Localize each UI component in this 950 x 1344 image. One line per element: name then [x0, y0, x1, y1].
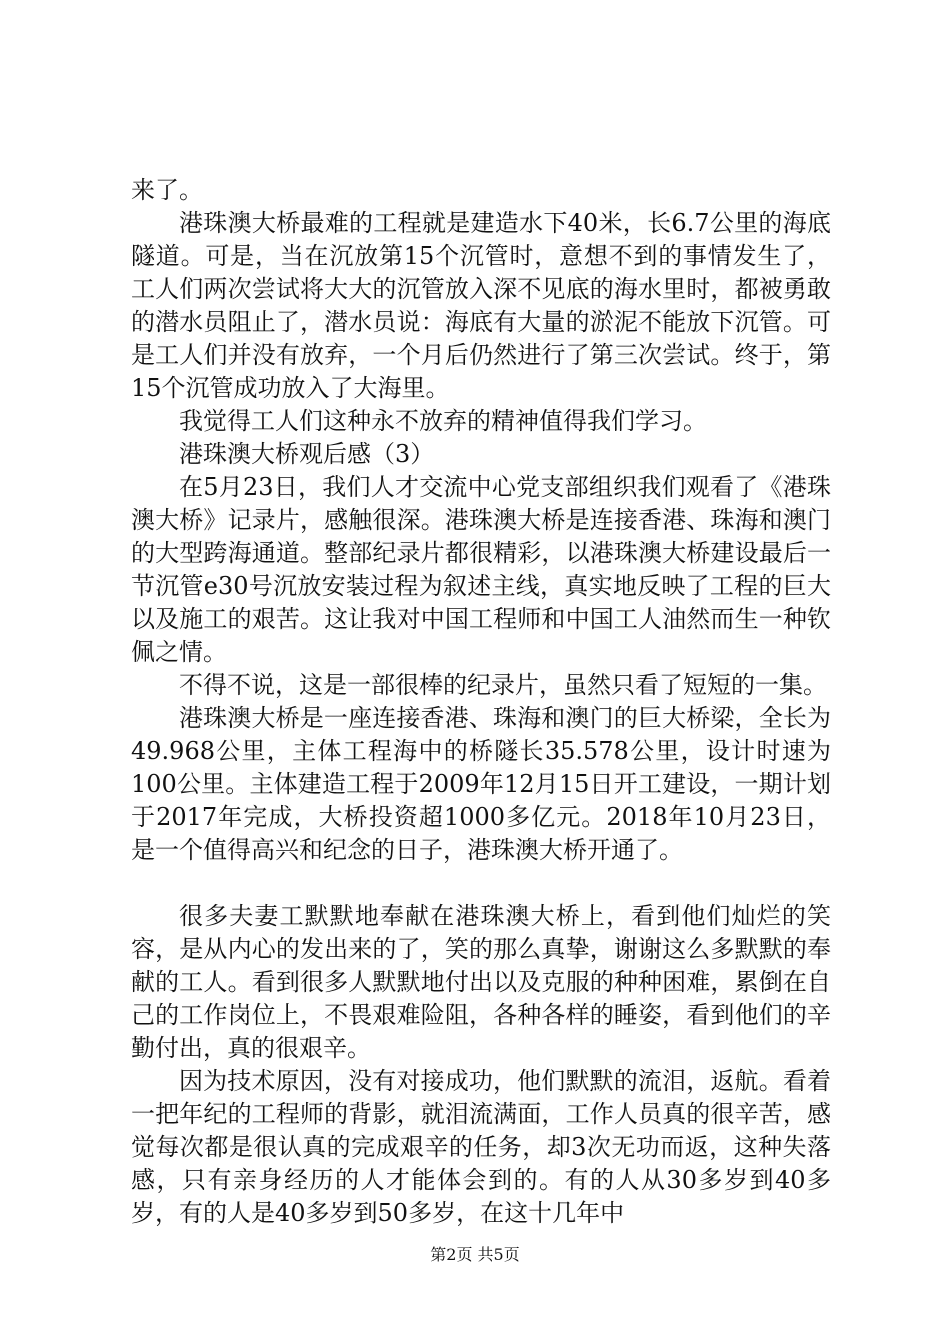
paragraph-technical: 因为技术原因，没有对接成功，他们默默的流泪，返航。看着一把年纪的工程师的背影，就泪流满面，工作人员真的很辛苦，感觉每次都是很认真的完成艰辛的任务，却3次无功而返，这种失落感，只有亲身经历的人才能体会到的。有的人从30多岁到40多岁，有的人是40多岁到50多岁，在这十几年中 [131, 1067, 831, 1227]
paragraph-workers: 很多夫妻工默默地奉献在港珠澳大桥上，看到他们灿烂的笑容，是从内心的发出来的了，笑的那么真挚，谢谢这么多默默的奉献的工人。看到很多人默默地付出以及克服的种种困难，累倒在自己的工作岗位上，不畏艰难险阻，各种各样的睡姿，看到他们的辛勤付出，真的很艰辛。 [131, 902, 831, 1062]
paragraph-documentary: 不得不说，这是一部很棒的纪录片，虽然只看了短短的一集。 [179, 671, 827, 699]
paragraph-spirit: 我觉得工人们这种永不放弃的精神值得我们学习。 [179, 407, 707, 435]
section-heading: 港珠澳大桥观后感（3） [179, 440, 435, 468]
paragraph-screening: 在5月23日，我们人才交流中心党支部组织我们观看了《港珠澳大桥》记录片，感触很深。港珠澳大桥是连接香港、珠海和澳门的大型跨海通道。整部纪录片都很精彩，以港珠澳大桥建设最后一节沉管e30号沉放安装过程为叙述主线，真实地反映了工程的巨大以及施工的艰苦。这让我对中国工程师和中国工人油然而生一种钦佩之情。 [131, 473, 831, 666]
paragraph-tunnel: 港珠澳大桥最难的工程就是建造水下40米，长6.7公里的海底隧道。可是，当在沉放第15个沉管时，意想不到的事情发生了，工人们两次尝试将大大的沉管放入深不见底的海水里时，都被勇敢的潜水员阻止了，潜水员说：海底有大量的淤泥不能放下沉管。可是工人们并没有放弃，一个月后仍然进行了第三次尝试。终于，第15个沉管成功放入了大海里。 [131, 209, 831, 402]
document-body [131, 174, 831, 1230]
paragraph-bridge-facts: 港珠澳大桥是一座连接香港、珠海和澳门的巨大桥梁，全长为49.968公里，主体工程海中的桥隧长35.578公里，设计时速为100公里。主体建造工程于2009年12月15日开工建设，一期计划于2017年完成，大桥投资超1000多亿元。2018年10月23日，是一个值得高兴和纪念的日子，港珠澳大桥开通了。 [131, 704, 831, 864]
page-footer: 第2页 共5页 [430, 1245, 520, 1264]
paragraph-continuation: 来了。 [131, 176, 203, 204]
